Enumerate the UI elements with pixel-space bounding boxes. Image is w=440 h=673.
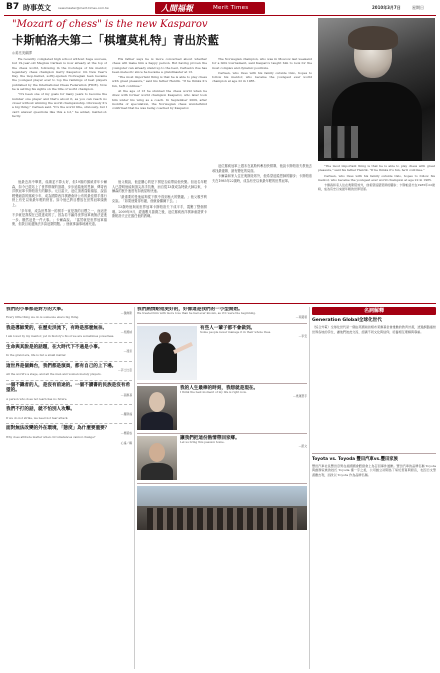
divider <box>137 433 307 434</box>
divider <box>6 361 132 362</box>
issue-date: 2010年3月7日 <box>372 5 401 10</box>
paragraph: 「多年來，成為世界第一的棋手一直是我的目標之一，而這差不多就是我現在已經達成的了，因為若不贏得世界冠軍就無法更進一步。顯然這是一件大事。」卡爾森說。「當然就是世界冠軍頭銜，但我目前還無法多談這類問題。」他就事論事地補充道。 <box>12 208 107 227</box>
glossary-body-1: （綜合外電）全球化世代是一個由英國前首相布萊爾基金會推動的教育計畫，透過網路連結世界各地的學生，讓他們彼此交流、認識不同文化與信仰，培養相互理解與尊重。 <box>312 325 436 334</box>
paragraph: 「最重要的是他能夠從下棋中得到極大的樂趣。」他父親亨利克說。「如果他覺得有趣，他就會繼續下去。」 <box>112 194 207 204</box>
masthead-logo-bar <box>155 2 265 14</box>
quote-en: I am loved by my mentor, yet in history's flood we are sometimes powerless. <box>6 334 115 339</box>
quote-author: —莎士比亞 <box>118 368 132 373</box>
paragraph: Carlsen, who lives with his family outside Oslo, hopes to follow his mentor, who became the youngest ever world champion at age 22 in 1985. <box>212 70 312 84</box>
middle-item-en: We treated him with more love than he had ever known, as if it were the beginning. <box>137 311 256 316</box>
article-col4-en <box>318 164 435 300</box>
glossary-body-2: 豐田汽車社長豐田章男在美國國會聽證會上為召回事件道歉。豐田汽車的品牌名稱 Toyota 與創辦家族的姓氏 Toyoda 僅一字之差，公司創立初期為了易於書寫與發音，也因日文筆畫數吉利，而改以 Toyota 作為品牌名稱。 <box>312 463 436 477</box>
glossary-term-2: Toyota vs. Toyoda 豐田汽車vs.豐田家族 <box>312 457 398 462</box>
portrait-suit <box>141 463 173 480</box>
quote-zh: 我們不打的話，就不怕別人攻擊。 <box>6 407 75 413</box>
quote-item <box>6 345 132 358</box>
article-col2-zh <box>112 180 207 300</box>
paragraph: 這位挪威冠軍上週末在莫斯科參加快棋賽，他說卡斯帕洛夫教他去尋找最複雜、最有變化的局面。 <box>212 164 312 173</box>
section-email[interactable]: newsmaster@merit-times.com.tw <box>58 6 109 10</box>
portrait-face <box>149 443 165 462</box>
logo-en: Merit Times <box>213 5 249 11</box>
divider <box>6 423 132 424</box>
photo-hair <box>348 26 398 50</box>
page-number: B7 <box>6 2 20 12</box>
headline-zh: 卡斯帕洛夫第二「棋壇莫札特」青出於藍 <box>12 33 219 47</box>
paragraph: "The most important thing is that he is able to play chess with great pleasure," said his father Henrik. "If he thinks it's fun, he'll continue." <box>318 164 435 173</box>
quote-author: —楊富成 <box>120 430 132 435</box>
glossary-heading: 名詞解釋 <box>363 308 384 314</box>
middle-item-author: —茱麗葉 <box>295 315 307 320</box>
paragraph: At the age of 13 he stunned the chess world when he drew with former world champion Kasparov, who later took him under his wing as a coach. In September 2009, after months of speculation, the Norwegian chess wunderkind confirmed that he was being coached by Kasparov. <box>112 89 207 111</box>
middle-item-author: —李安 <box>298 334 307 339</box>
quote-zh: 一個不識者的人，是沒有前途的。一個不讀書的民族是沒有希望的。 <box>6 383 131 394</box>
middle-item <box>180 436 307 480</box>
middle-item-en: Some people never manage it in their whole lives. <box>200 330 272 335</box>
quote-item <box>6 426 132 439</box>
article-col3-zh <box>212 164 312 300</box>
section-divider <box>4 303 436 304</box>
middle-column <box>137 307 307 669</box>
quote-item <box>6 307 132 320</box>
crowd-photo <box>137 486 307 530</box>
quote-author: —羅斯福 <box>120 411 132 416</box>
quote-item <box>6 383 132 401</box>
divider <box>6 342 132 343</box>
divider <box>137 383 307 384</box>
middle-item-en: I think the best moment of my life is right now. <box>180 390 247 395</box>
middle-item-zh: 我們熱情給他更好的，好像這是我們的一小型開始。 <box>137 307 243 312</box>
paragraph: 他最近高中畢業，成績並不算太好，但19歲的挪威青年卡爾森，如今已經站上了世界棋壇的頂端，步步追隨他的恩師、傳奇西洋棋冠軍卡斯帕洛夫的腳步。元旦當天，這位頂著蓬鬆頭髮、說話輕聲細語的挪威少年，成為國際西洋棋總會所公布的最佳棋手排行榜上有史以來最年輕的榜首。如今他已將目標放在世界冠軍頭銜上。 <box>12 180 107 207</box>
article-col1-en <box>12 57 107 177</box>
quotes-column <box>6 307 132 669</box>
portrait-row <box>137 436 307 480</box>
skater-arm <box>173 342 193 354</box>
paragraph: 13歲時他與前世界冠軍卡斯帕洛夫下成平手，震驚了整個棋壇。2009年9月，經過數月揣測之後，這位挪威西洋棋神童證實卡斯帕洛夫正在擔任他的教練。 <box>112 204 207 219</box>
quote-zh: 我們的小事都是對方的大事。 <box>6 307 66 312</box>
section-name: 時事英文 <box>23 4 51 12</box>
middle-item-zh: 讓我們把這份熱情帶回家鄉。 <box>180 436 240 441</box>
article-col2-en <box>112 57 207 177</box>
issue-weekday: 星期日 <box>412 5 424 10</box>
paragraph: His father says he is more concerned about whether chess will make him a happy person. But having proven the youngster can already stand up to the best, Carlsen's rise has been meteoric since he became a grandmaster at 13. <box>112 57 207 74</box>
byline: ◎姜亮美翻譯 <box>12 51 32 55</box>
quote-zh: 我是導師愛的，在歷史洪流下，有時是那麼無奈。 <box>6 326 108 331</box>
paragraph: Carlsen, who lives with his family outside Oslo, hopes to follow his mentor, who became the youngest ever world champion at age 22 in 1985. <box>318 173 435 182</box>
quote-zh: 這世界是個舞台，我們都是演員，都有自己的上下場。 <box>6 364 117 369</box>
quote-zh: 面對無法改變的外在環境，「態度」為什麼要重要？ <box>6 426 110 432</box>
middle-item-author: —凱文 <box>298 444 307 449</box>
quote-item <box>6 364 132 377</box>
crowd-figures <box>147 508 297 530</box>
article-col1-zh <box>12 180 107 300</box>
paragraph: 他父親說，他更關心的是下棋是否能帶給他快樂。但這名年輕人已證明他能與頂尖高手抗衡，而自從13歲成為特級大師以來，卡爾森的竄升速度有如流星般快速。 <box>112 180 207 194</box>
quote-author: —高爾基 <box>120 392 132 397</box>
quote-en: In the grand era, life is but a small matter. <box>6 353 67 358</box>
photo-chess-pieces <box>324 126 358 158</box>
headline-en: "Mozart of chess" is the new Kasparov <box>12 19 208 30</box>
divider <box>6 323 132 324</box>
portrait-suit <box>141 412 173 430</box>
paragraph: The Norwegian champion, who was in Moscow last weekend for a blitz tournament, said Kasparov taught him to look for the most complex and dynamic positions. <box>212 57 312 70</box>
column-rule <box>309 307 310 669</box>
middle-item <box>137 307 307 320</box>
quote-en: All the world's a stage, and all the men and women merely players. <box>6 372 102 377</box>
skater-photo <box>137 326 197 380</box>
glossary-heading-bar <box>312 307 436 315</box>
portrait-face <box>149 392 165 412</box>
divider <box>137 483 307 484</box>
divider <box>6 380 132 381</box>
divider <box>6 404 132 405</box>
middle-item-author: —奧運選手 <box>293 394 307 399</box>
portrait-row <box>137 386 307 430</box>
middle-item-en: Let us bring this passion home. <box>180 440 225 445</box>
masthead <box>0 0 440 17</box>
masthead-rule <box>4 15 436 16</box>
skater-body <box>153 343 177 373</box>
divider <box>137 323 307 324</box>
portrait-photo <box>137 386 177 430</box>
paragraph: "The most important thing is that he is able to play chess with great pleasure," said his father Henrik. "If he thinks it's fun, he'll continue." <box>112 75 207 88</box>
paragraph: 卡爾森和家人住在奧斯陸郊外，他希望追隨恩師的腳步；卡斯帕洛夫在1985年22歲時，成為有史以來最年輕的世界冠軍。 <box>318 183 435 192</box>
quote-en: Every little thing we do is someone else's big thing. <box>6 315 80 320</box>
paragraph: 卡爾森和家人住在奧斯陸郊外，他希望追隨恩師的腳步；卡斯帕洛夫在1985年22歲時，成為有史以來最年輕的世界冠軍。 <box>212 174 312 183</box>
portrait-photo <box>137 436 177 480</box>
quote-author: —吳國楨 <box>120 330 132 335</box>
glossary-box <box>312 307 436 669</box>
quote-en: A person who does not learn has no future. <box>6 396 68 401</box>
middle-item <box>200 326 307 380</box>
glossary-term-1: Generation Global全球化世代 <box>312 318 382 323</box>
divider <box>312 453 436 454</box>
quote-en: Why does attitude matter when circumstances cannot change? <box>6 434 96 439</box>
paragraph: "It's been one of my goals for many years to become the number one player and that's about it, as you can reach no closer without winning the world championship. Obviously it's a big thing," Carlsen said. "It's the world title, obviously, but I can't answer questions like this a lot," he added, matter-of-factly. <box>12 92 107 118</box>
article-col3-en <box>212 57 312 161</box>
carlsen-photo <box>318 18 435 161</box>
quote-author: —傑佛斯 <box>120 311 132 316</box>
middle-item <box>180 386 307 430</box>
quote-zh: 生命與其說是的話題，在大時代下不過是小事。 <box>6 345 103 350</box>
quotes-editor: 心遠／輯 <box>120 441 132 446</box>
column-rule <box>134 307 135 669</box>
skater-row <box>137 326 307 380</box>
quote-author: —馮雲 <box>123 349 132 354</box>
paragraph: He recently completed high school without huge success, but 19-year-old Magnus Carlsen is now already at the top of the chess world, following in the footsteps of his mentor, legendary chess champion Garry Kasparov. On New Year's Day, the mop-haired, softly-spoken Norwegian teen became the youngest player ever to top the rankings of best players published by the International Chess Federation (FIDE). Now he is setting his sights on the title of world champion. <box>12 57 107 92</box>
logo: 人間福報 <box>161 3 193 13</box>
middle-item-zh: 有些人一輩子都不會做到。 <box>200 326 256 331</box>
middle-item-zh: 我的人生最棒的時刻，我想就是現在。 <box>180 386 259 391</box>
quote-en: If we do not strike, we need not fear attack. <box>6 415 69 420</box>
quote-item <box>6 326 132 339</box>
quote-item <box>6 407 132 420</box>
